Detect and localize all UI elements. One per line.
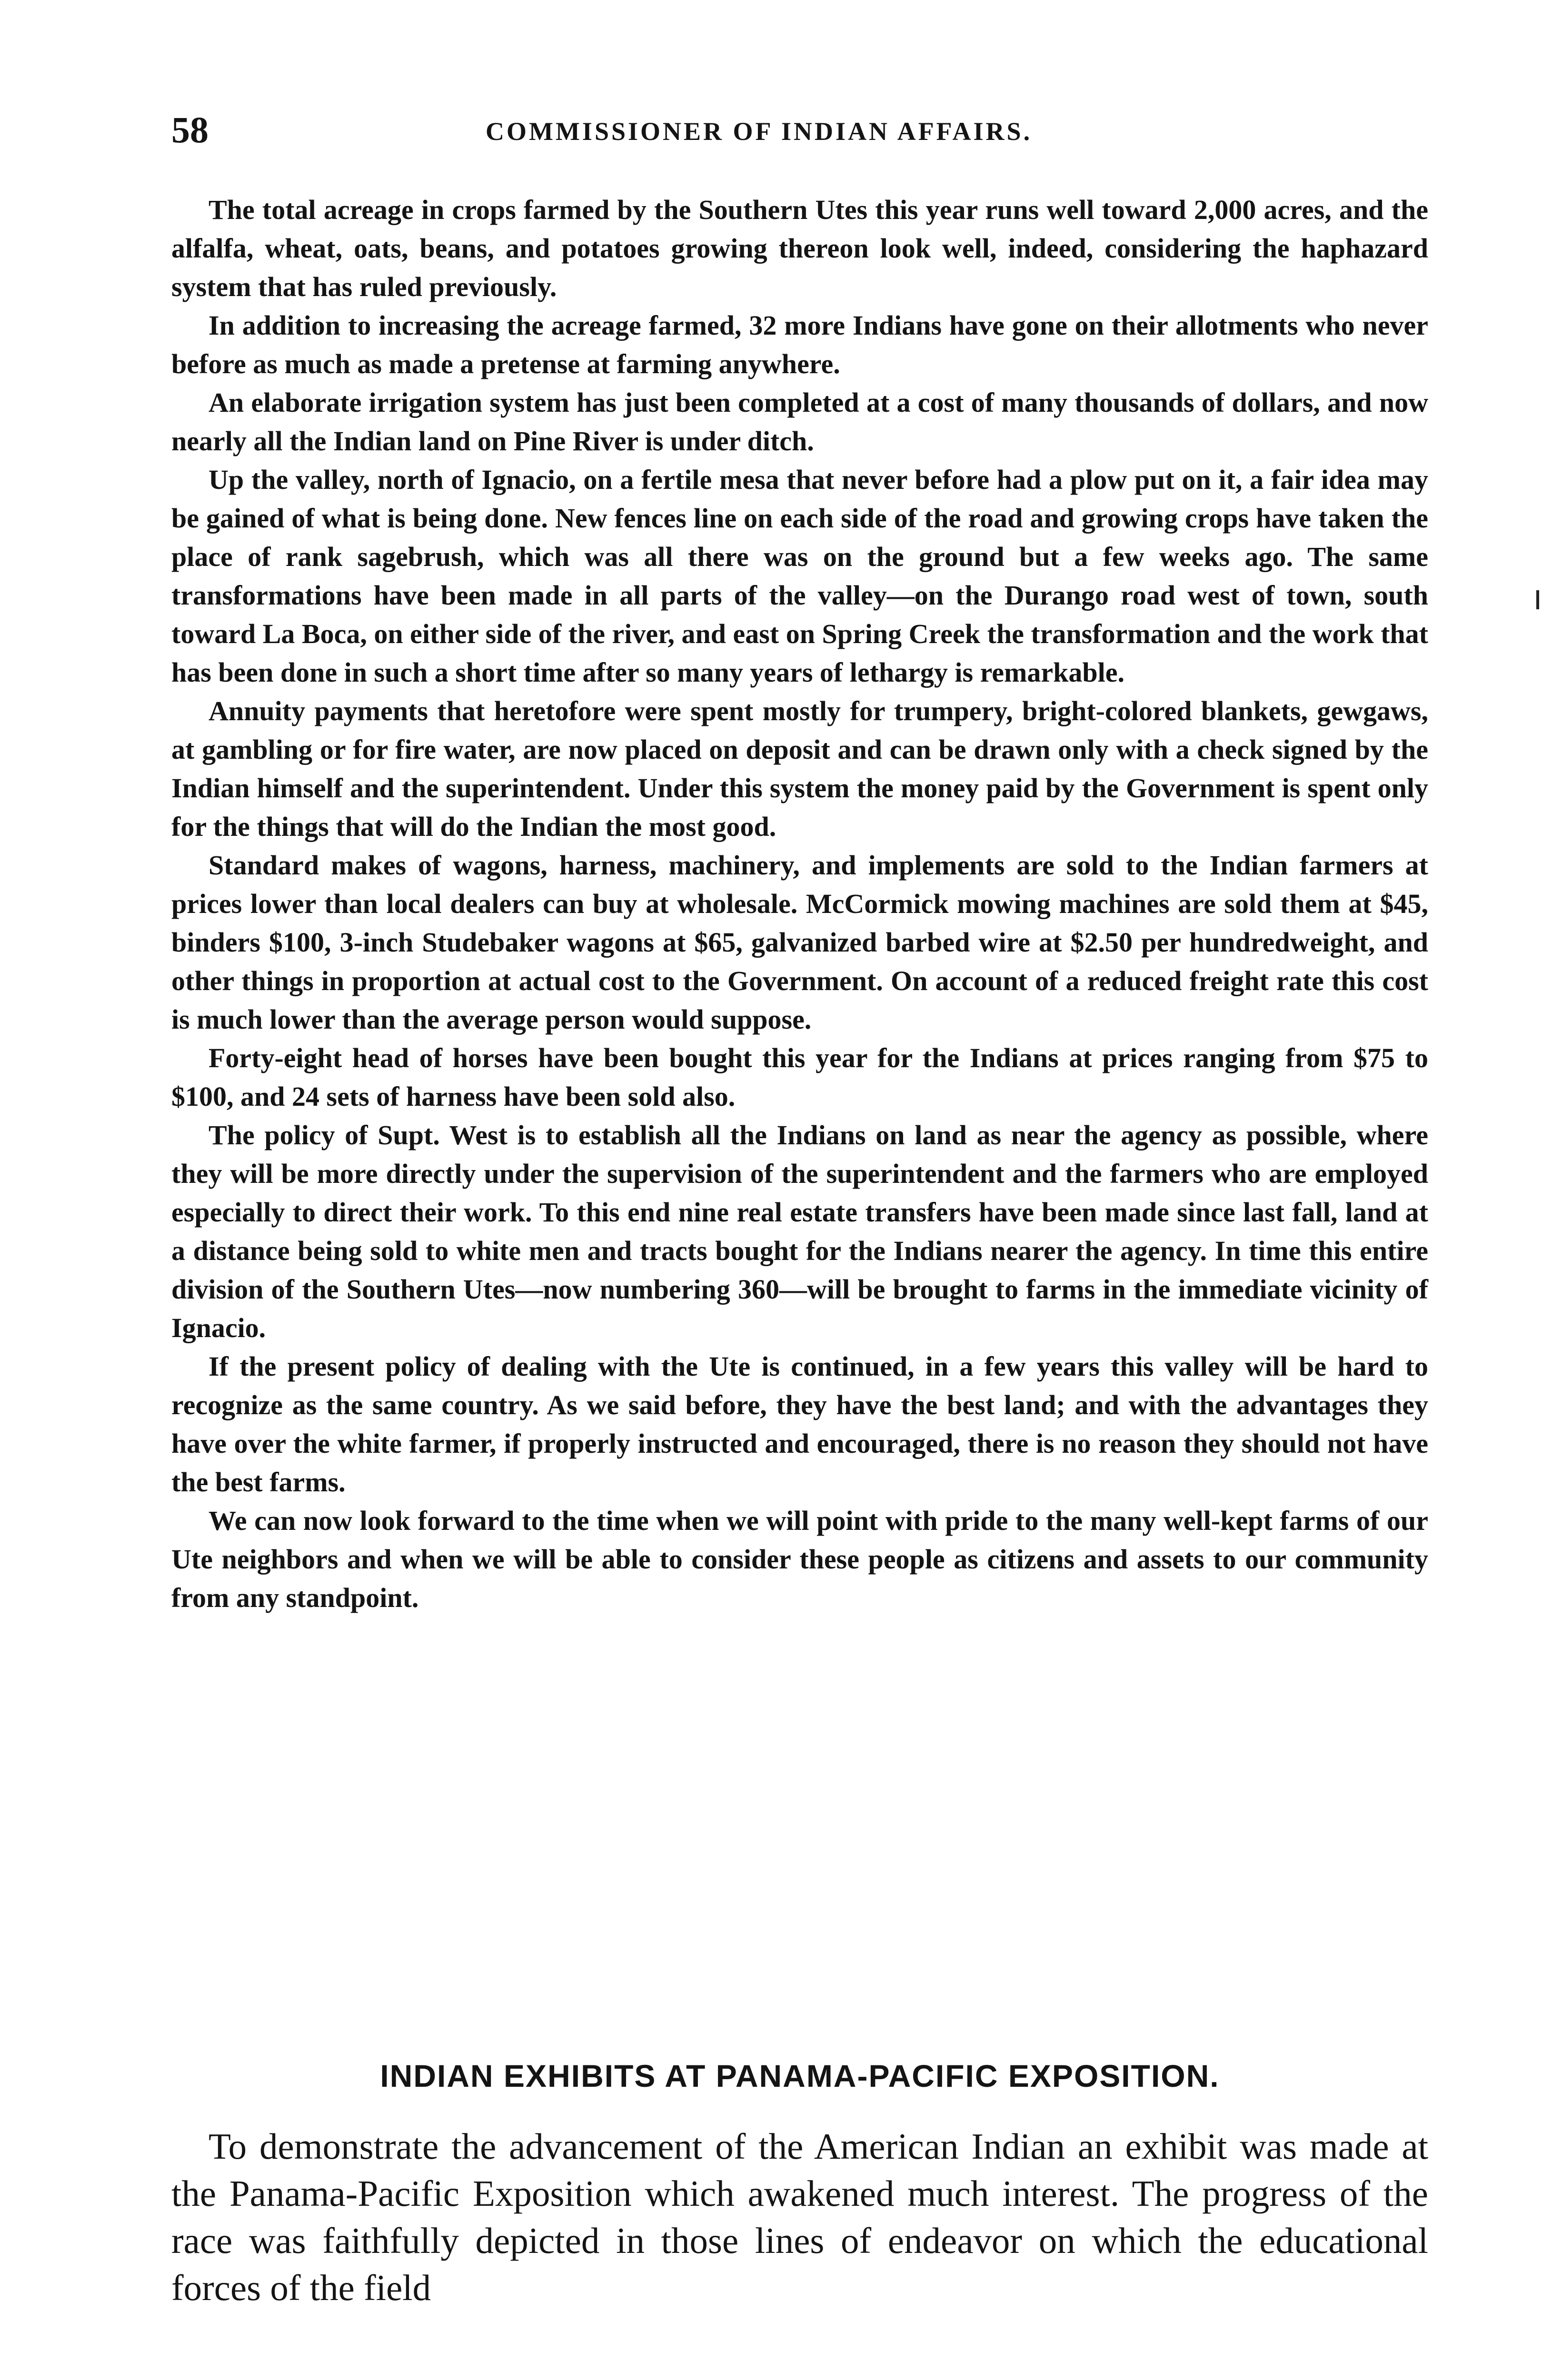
- paragraph: In addition to increasing the acreage farmed, 32 more Indians have gone on their allotments who never before as much as made a pretense at farming anywhere.: [171, 310, 1428, 379]
- page-number: 58: [171, 109, 209, 150]
- body-text: [171, 190, 1428, 1617]
- lead-paragraph: To demonstrate the advancement of the American Indian an exhibit was made at the Panama-Pacific Exposition which awakened much interest. The progress of the race was faithfully depicted in those lines of endeavor on which the educational forces of the field: [171, 2126, 1428, 2308]
- paragraph: The policy of Supt. West is to establish all the Indians on land as near the agency as possible, where they will be more directly under the supervision of the superintendent and the farmers who are employed especially to direct their work. To this end nine real estate transfers have been made since last fall, land at a distance being sold to white men and tracts bought for the Indians nearer the agency. In time this entire division of the Southern Utes—now numbering 360—will be brought to farms in the immediate vicinity of Ignacio.: [171, 1120, 1428, 1343]
- paragraph: If the present policy of dealing with the Ute is continued, in a few years this valley will be hard to recognize as the same country. As we said before, they have the best land; and with the advantages they have over the white farmer, if properly instructed and encouraged, there is no reason they should not have the best farms.: [171, 1351, 1428, 1497]
- paragraph: We can now look forward to the time when we will point with pride to the many well-kept farms of our Ute neighbors and when we will be able to consider these people as citizens and assets to our community from any standpoint.: [171, 1505, 1428, 1613]
- paragraph: Up the valley, north of Ignacio, on a fertile mesa that never before had a plow put on it, a fair idea may be gained of what is being done. New fences line on each side of the road and growing crops have taken the place of rank sagebrush, which was all there was on the ground but a few weeks ago. The same transformations have been made in all parts of the valley—on the Durango road west of town, south toward La Boca, on either side of the river, and east on Spring Creek the transformation and the work that has been done in such a short time after so many years of lethargy is remarkable.: [171, 464, 1428, 688]
- paragraph: Forty-eight head of horses have been bought this year for the Indians at prices ranging from $75 to $100, and 24 sets of harness have been sold also.: [171, 1042, 1428, 1112]
- scan-edge-mark: [1536, 590, 1539, 609]
- paragraph: The total acreage in crops farmed by the Southern Utes this year runs well toward 2,000 acres, and the alfalfa, wheat, oats, beans, and potatoes growing thereon look well, indeed, considering the haphazard system that has ruled previously.: [171, 194, 1428, 302]
- paragraph: Annuity payments that heretofore were spent mostly for trumpery, bright-colored blankets, gewgaws, at gambling or for fire water, are now placed on deposit and can be drawn only with a check signed by the Indian himself and the superintendent. Under this system the money paid by the Government is spent only for the things that will do the Indian the most good.: [171, 695, 1428, 842]
- paragraph: An elaborate irrigation system has just been completed at a cost of many thousands of dollars, and now nearly all the Indian land on Pine River is under ditch.: [171, 387, 1428, 456]
- running-head: COMMISSIONER OF INDIAN AFFAIRS.: [486, 117, 1033, 146]
- paragraph: Standard makes of wagons, harness, machinery, and implements are sold to the Indian farmers at prices lower than local dealers can buy at wholesale. McCormick mowing machines are sold them at $45, binders $100, 3-inch Studebaker wagons at $65, galvanized barbed wire at $2.50 per hundredweight, and other things in proportion at actual cost to the Government. On account of a reduced freight rate this cost is much lower than the average person would suppose.: [171, 850, 1428, 1035]
- section-lead-text: [171, 2123, 1428, 2311]
- section-heading: INDIAN EXHIBITS AT PANAMA-PACIFIC EXPOSITION.: [380, 2058, 1220, 2093]
- page-header: [171, 109, 1428, 151]
